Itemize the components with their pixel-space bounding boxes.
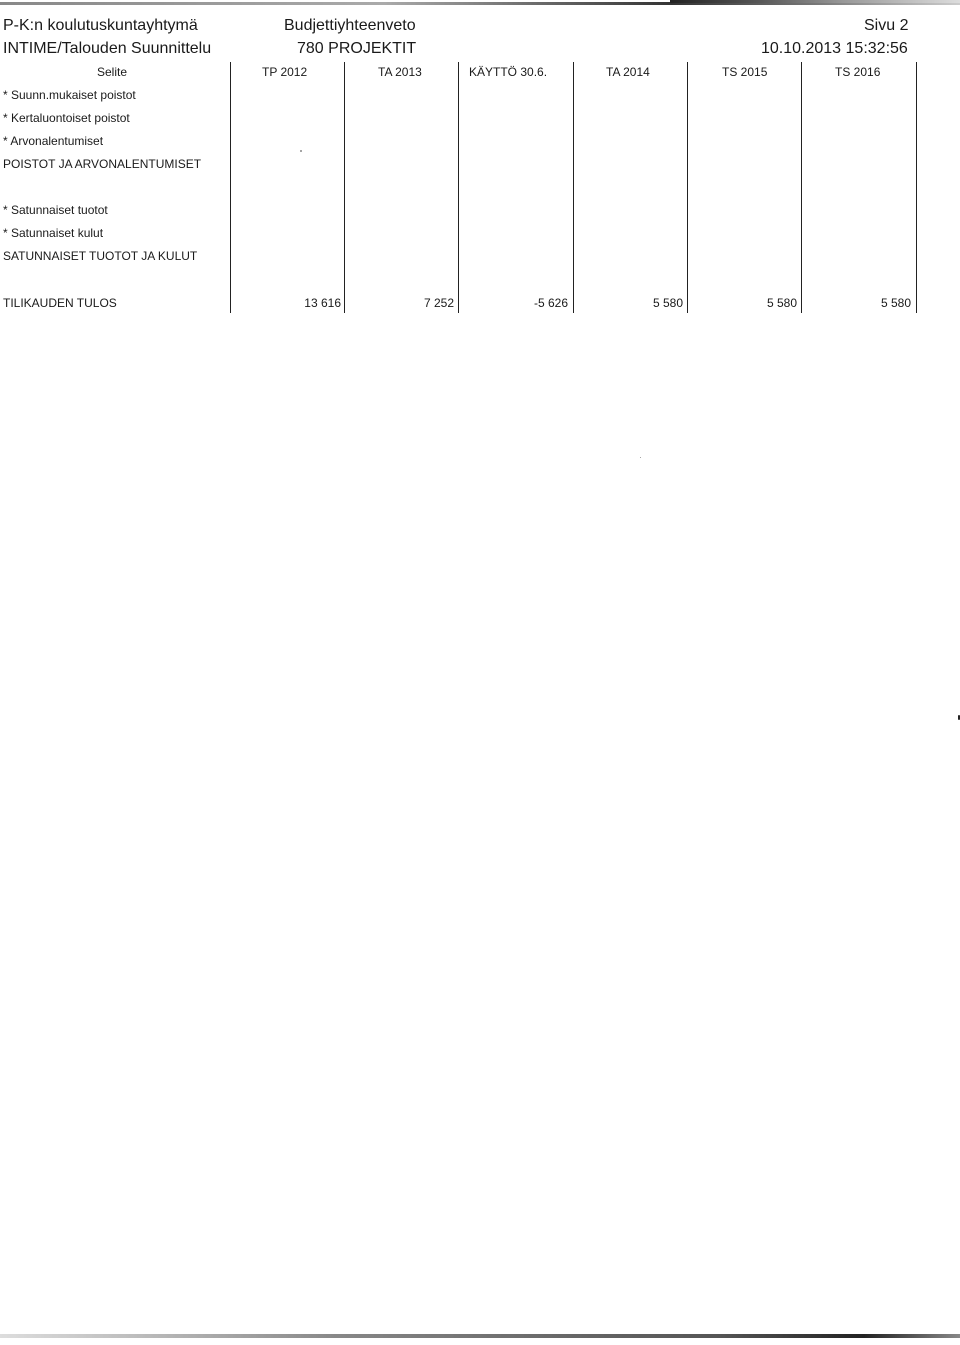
- total-value-ts2016: 5 580: [880, 296, 911, 310]
- scan-edge-top-dark: [670, 0, 960, 3]
- column-divider-5: [801, 62, 802, 313]
- row-label-arvonalentumiset: * Arvonalentumiset: [3, 134, 104, 148]
- column-header-label: Selite: [97, 65, 128, 79]
- scan-speck: [640, 457, 641, 458]
- column-divider-3: [573, 62, 574, 313]
- column-header-tp2012: TP 2012: [262, 65, 308, 79]
- total-value-ta2013: 7 252: [423, 296, 454, 310]
- report-subtitle: 780 PROJEKTIT: [297, 40, 417, 57]
- column-divider-2: [458, 62, 459, 313]
- report-datetime: 10.10.2013 15:32:56: [761, 40, 908, 57]
- column-header-ts2015: TS 2015: [722, 65, 768, 79]
- report-title: Budjettiyhteenveto: [284, 17, 416, 34]
- total-value-tp2012: 13 616: [304, 296, 341, 310]
- org-name: P-K:n koulutuskuntayhtymä: [3, 17, 198, 34]
- row-label-satunnaiset-yhteensa: SATUNNAISET TUOTOT JA KULUT: [3, 249, 198, 263]
- page-number: Sivu 2: [864, 17, 909, 34]
- scan-speck: [300, 150, 302, 152]
- column-header-ta2013: TA 2013: [378, 65, 422, 79]
- total-value-ta2014: 5 580: [652, 296, 683, 310]
- column-header-kaytto: KÄYTTÖ 30.6.: [469, 65, 548, 79]
- column-header-ts2016: TS 2016: [835, 65, 881, 79]
- system-name: INTIME/Talouden Suunnittelu: [3, 40, 212, 57]
- column-divider-0: [230, 62, 231, 313]
- row-label-kertaluontoiset-poistot: * Kertaluontoiset poistot: [3, 111, 130, 125]
- scan-edge-bottom: [0, 1334, 960, 1338]
- row-label-satunnaiset-kulut: * Satunnaiset kulut: [3, 226, 104, 240]
- column-divider-4: [687, 62, 688, 313]
- column-header-ta2014: TA 2014: [606, 65, 650, 79]
- column-divider-6: [916, 62, 917, 313]
- total-value-kaytto: -5 626: [533, 296, 568, 310]
- row-label-suunn-poistot: * Suunn.mukaiset poistot: [3, 88, 136, 102]
- row-label-poistot-yhteensa: POISTOT JA ARVONALENTUMISET: [3, 157, 202, 171]
- total-value-ts2015: 5 580: [766, 296, 797, 310]
- column-divider-1: [344, 62, 345, 313]
- row-label-satunnaiset-tuotot: * Satunnaiset tuotot: [3, 203, 108, 217]
- row-label-tilikauden-tulos: TILIKAUDEN TULOS: [3, 296, 117, 310]
